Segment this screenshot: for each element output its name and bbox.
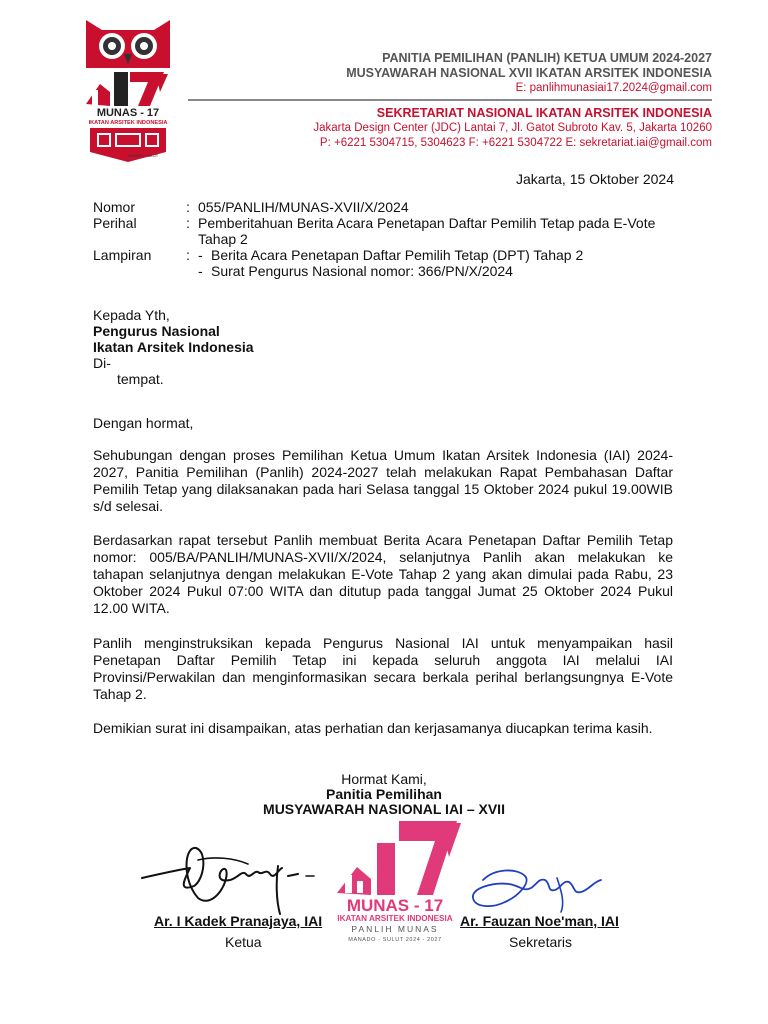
panlih-munas-stamp-icon — [333, 817, 463, 947]
munas-iai-logo-icon — [80, 14, 176, 164]
recipient-kepada: Kepada Yth, — [93, 307, 170, 323]
header-committee-title: PANITIA PEMILIHAN (PANLIH) KETUA UMUM 2024-2027 — [382, 51, 712, 65]
header-secretariat-contact: P: +6221 5304715, 5304623 F: +6221 5304722 E: sekretariat.iai@gmail.com — [319, 137, 712, 149]
header-secretariat-title: SEKRETARIAT NASIONAL IKATAN ARSITEK INDONESIA — [376, 106, 712, 120]
perihal-colon: : — [186, 215, 190, 231]
signatory-role-ketua: Ketua — [225, 934, 262, 950]
header-munas-title: MUSYAWARAH NASIONAL XVII IKATAN ARSITEK INDONESIA — [346, 66, 712, 80]
body-paragraph-2: Berdasarkan rapat tersebut Panlih membuat Berita Acara Penetapan Daftar Pemilih Tetap nomor: 005/BA/PANLIH/MUNAS-XVII/X/2024, selanjutnya Panlih akan melakukan ke tahapan selanjutnya dengan melakukan E-Vote Tahap 2 yang akan dimulai pada Rabu, 23 Oktober 2024 Pukul 07:00 WITA dan ditutup pada tanggal Jumat 25 Oktober 2024 Pukul 12.00 WITA. — [93, 532, 673, 616]
letter-date: Jakarta, 15 Oktober 2024 — [516, 171, 674, 187]
lampiran-label: Lampiran — [93, 247, 152, 263]
closing-org-2: MUSYAWARAH NASIONAL IAI – XVII — [263, 801, 505, 817]
lampiran-colon: : — [186, 247, 190, 263]
closing-org-1: Panitia Pemilihan — [326, 786, 442, 802]
signatory-name-ketua: Ar. I Kadek Pranajaya, IAI — [154, 913, 323, 929]
recipient-name-1: Pengurus Nasional — [93, 323, 220, 339]
stamp-text-main: MUNAS - 17 — [346, 896, 444, 915]
lampiran-bullet: - — [198, 263, 203, 279]
logo-text-main: MUNAS - 17 — [96, 107, 160, 119]
perihal-label: Perihal — [93, 215, 137, 231]
meta-perihal — [93, 215, 683, 247]
recipient-tempat: tempat. — [117, 371, 164, 387]
signatory-role-sekretaris: Sekretaris — [509, 934, 573, 950]
header-secretariat-address: Jakarta Design Center (JDC) Lantai 7, Jl. Gatot Subroto Kav. 5, Jakarta 10260 — [313, 122, 712, 134]
body-paragraph-4: Demikian surat ini disampaikan, atas perhatian dan kerjasamanya diucapkan terima kasih. — [93, 720, 653, 736]
header-divider — [188, 99, 712, 101]
nomor-value: 055/PANLIH/MUNAS-XVII/X/2024 — [198, 199, 409, 215]
stamp-text-panlih: PANLIH MUNAS — [351, 924, 439, 934]
recipient-di: Di- — [93, 355, 111, 371]
body-paragraph-1: Sehubungan dengan proses Pemilihan Ketua Umum Ikatan Arsitek Indonesia (IAI) 2024-2027, Panitia Pemilihan (Panlih) 2024-2027 telah melakukan Rapat Pembahasan Daftar Pemilih Tetap yang dilaksanakan pada hari Selasa tanggal 15 Oktober 2024 pukul 19.00WIB s/d selesai. — [93, 447, 673, 514]
signatory-name-sekretaris: Ar. Fauzan Noe'man, IAI — [460, 913, 619, 929]
stamp-text-sub: IKATAN ARSITEK INDONESIA — [337, 914, 453, 923]
lampiran-item: Surat Pengurus Nasional nomor: 366/PN/X/2024 — [211, 263, 513, 279]
perihal-value: Pemberitahuan Berita Acara Penetapan Daftar Pemilih Tetap pada E-Vote Tahap 2 — [198, 215, 656, 247]
body-paragraph-3: Panlih menginstruksikan kepada Pengurus Nasional IAI untuk menyampaikan hasil Penetapan Daftar Pemilih Tetap ini kepada seluruh anggota IAI melalui IAI Provinsi/Perwakilan dan menginformasikan secara berkala perihal berlangsungnya E-Vote Tahap 2. — [93, 635, 673, 702]
closing-regards: Hormat Kami, — [341, 771, 427, 787]
meta-lampiran — [93, 247, 683, 279]
salutation: Dengan hormat, — [93, 415, 194, 431]
header-committee-email: E: panlihmunasiai17.2024@gmail.com — [515, 82, 712, 94]
nomor-colon: : — [186, 199, 190, 215]
signature-ketua-icon — [138, 840, 318, 920]
meta-nomor — [93, 199, 683, 215]
nomor-label: Nomor — [93, 199, 136, 215]
stamp-text-place: MANADO · SULUT 2024 - 2027 — [348, 937, 442, 943]
lampiran-bullet: - — [198, 247, 203, 263]
recipient-name-2: Ikatan Arsitek Indonesia — [93, 339, 254, 355]
logo-text-sub: IKATAN ARSITEK INDONESIA — [88, 120, 168, 126]
signature-sekretaris-icon — [465, 862, 615, 917]
logo-text-small: MANADO - SULUT — [128, 154, 158, 158]
lampiran-item: Berita Acara Penetapan Daftar Pemilih Tetap (DPT) Tahap 2 — [211, 247, 584, 263]
